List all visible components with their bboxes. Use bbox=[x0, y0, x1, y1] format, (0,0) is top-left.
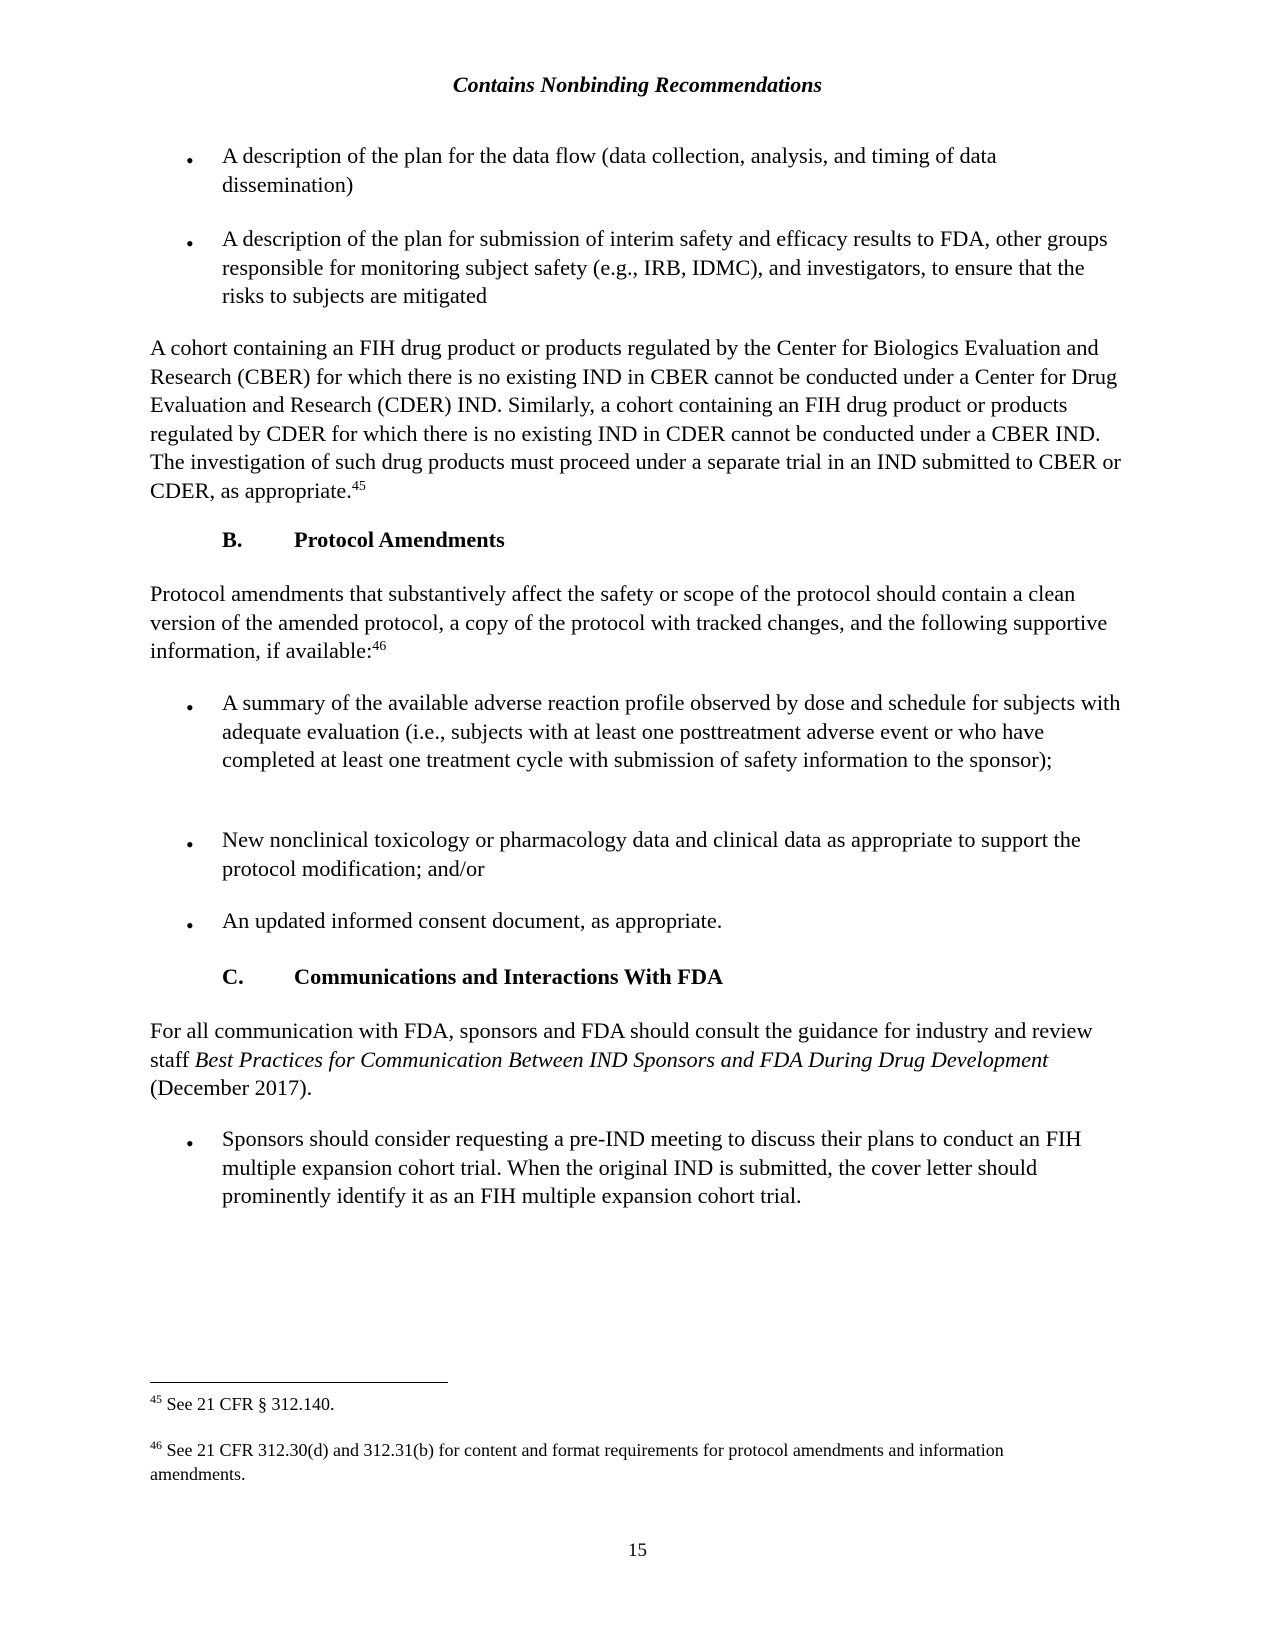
footnote-46-number: 46 bbox=[150, 1438, 162, 1452]
footnote-45-text: See 21 CFR § 312.140. bbox=[166, 1394, 335, 1414]
section-c-letter: C. bbox=[222, 964, 244, 989]
footnote-45 bbox=[150, 1392, 1050, 1416]
section-c-title: Communications and Interactions With FDA bbox=[294, 964, 724, 989]
bullet-nonclinical-data: New nonclinical toxicology or pharmacology data and clinical data as appropriate to support the protocol modification; and/or bbox=[222, 827, 1081, 881]
section-b-letter: B. bbox=[222, 527, 243, 552]
bullet-marker: • bbox=[186, 695, 194, 720]
bullet-marker: • bbox=[186, 231, 194, 256]
bullet-marker: • bbox=[186, 1131, 194, 1156]
paragraph-communication bbox=[150, 1017, 1130, 1103]
paragraph-cohort-text: A cohort containing an FIH drug product or products regulated by the Center for Biologics Evaluation and Research (CBER) for which there is no existing IND in CBER cannot be conducted under a Center for Drug Evaluation and Research (CDER) IND. Similarly, a cohort containing an FIH drug product or products regulated by CDER for which there is no existing IND in CDER cannot be conducted under a CBER IND. The investigation of such drug products must proceed under a separate trial in an IND submitted to CBER or CDER, as appropriate. bbox=[150, 335, 1121, 503]
bullet-adverse-reaction-summary: A summary of the available adverse reaction profile observed by dose and schedule for subjects with adequate evaluation (i.e., subjects with at least one posttreatment adverse event or who have completed at least one treatment cycle with submission of safety information to the sponsor); bbox=[222, 690, 1121, 772]
footnote-45-number: 45 bbox=[150, 1392, 162, 1406]
paragraph-communication-text-before: For all communication with FDA, sponsors and FDA should consult the guidance for industry and review staff bbox=[150, 1018, 1093, 1072]
bullet-data-flow: A description of the plan for the data flow (data collection, analysis, and timing of data dissemination) bbox=[222, 143, 997, 197]
paragraph-amendments bbox=[150, 580, 1130, 666]
paragraph-amendments-text: Protocol amendments that substantively affect the safety or scope of the protocol should contain a clean version of the amended protocol, a copy of the protocol with tracked changes, and the following supportive information, if available: bbox=[150, 581, 1108, 663]
bullet-marker: • bbox=[186, 832, 194, 857]
footnote-46-text: See 21 CFR 312.30(d) and 312.31(b) for content and format requirements for protocol amendments and information amendments. bbox=[150, 1440, 1004, 1484]
footnote-ref-45[interactable]: 45 bbox=[351, 478, 366, 494]
bullet-pre-ind-meeting: Sponsors should consider requesting a pre-IND meeting to discuss their plans to conduct an FIH multiple expansion cohort trial. When the original IND is submitted, the cover letter should prominently identify it as an FIH multiple expansion cohort trial. bbox=[222, 1126, 1082, 1208]
bullet-marker: • bbox=[186, 913, 194, 938]
section-b-title: Protocol Amendments bbox=[294, 527, 505, 552]
bullet-informed-consent: An updated informed consent document, as appropriate. bbox=[222, 908, 723, 933]
page-number: 15 bbox=[628, 1540, 647, 1561]
page-header: Contains Nonbinding Recommendations bbox=[452, 72, 823, 97]
paragraph-cohort bbox=[150, 334, 1130, 505]
footnote-46 bbox=[150, 1438, 1050, 1486]
footnote-ref-46[interactable]: 46 bbox=[372, 639, 387, 654]
guidance-title: Best Practices for Communication Between IND Sponsors and FDA During Drug Development bbox=[194, 1046, 1049, 1072]
footnote-divider bbox=[150, 1382, 448, 1383]
paragraph-communication-text-after: (December 2017). bbox=[150, 1075, 313, 1100]
bullet-interim-results: A description of the plan for submission of interim safety and efficacy results to FDA, other groups responsible for monitoring subject safety (e.g., IRB, IDMC), and investigators, to ensure that the risks to subjects are mitigated bbox=[222, 226, 1108, 308]
bullet-marker: • bbox=[186, 148, 194, 173]
